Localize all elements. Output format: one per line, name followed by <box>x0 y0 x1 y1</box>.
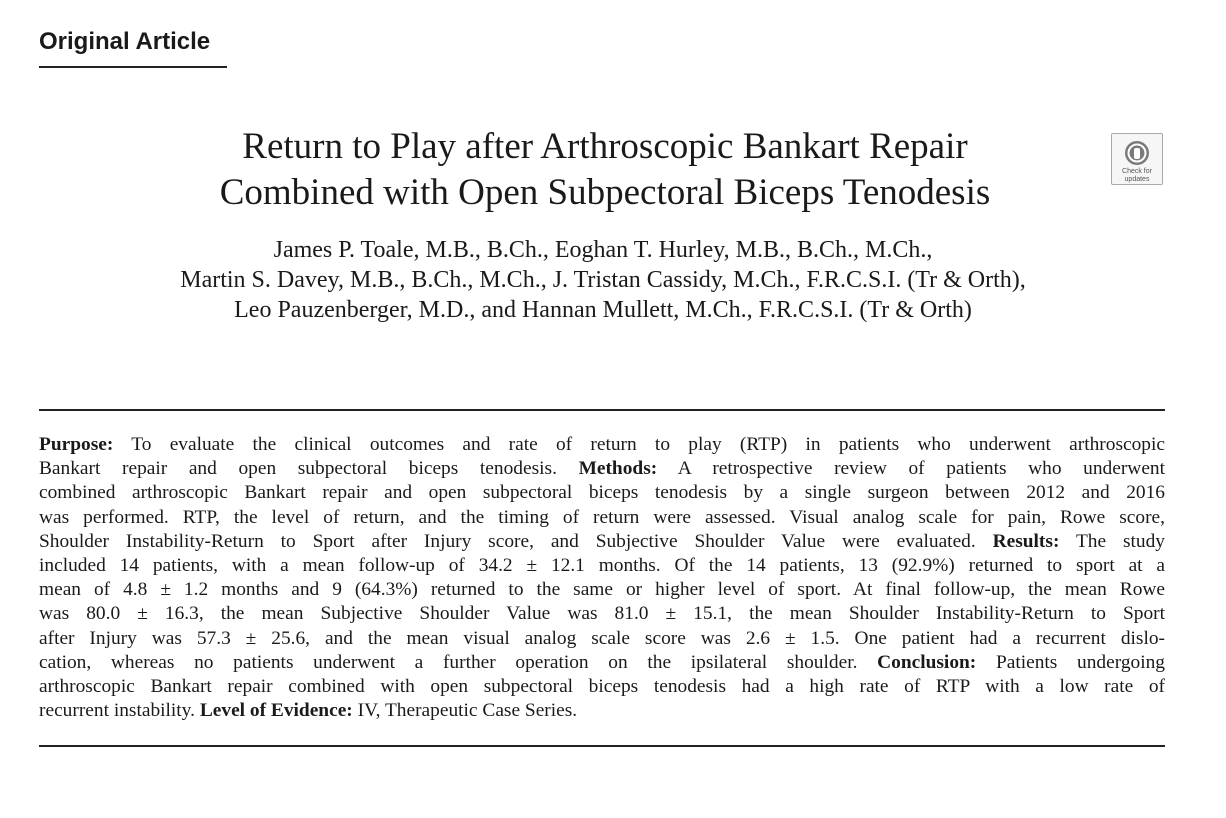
evidence-text: IV, Therapeutic Case Series. <box>357 700 578 722</box>
results-label: Results: <box>992 530 1060 552</box>
abstract-line: mean of 4.8 ± 1.2 months and 9 (64.3%) returned to the same or higher level of sport. At final follow-up, the mean Rowe <box>39 579 1165 601</box>
methods-text: A retrospective review of patients who underwent <box>677 458 1166 480</box>
author-line: Martin S. Davey, M.B., B.Ch., M.Ch., J. Tristan Cassidy, M.Ch., F.R.C.S.I. (Tr & Orth), <box>180 267 1026 293</box>
results-text: cation, whereas no patients underwent a further operation on the ipsilateral shoulder. <box>39 651 858 673</box>
abstract-line <box>39 457 1165 481</box>
abstract-line: included 14 patients, with a mean follow-up of 34.2 ± 12.1 months. Of the 14 patients, 13 (92.9%) returned to sport at a <box>39 555 1165 577</box>
abstract-bottom-rule <box>39 745 1165 747</box>
abstract-line: arthroscopic Bankart repair combined with open subpectoral biceps tenodesis had a high rate of RTP with a low rate of <box>39 676 1165 698</box>
purpose-label: Purpose: <box>39 434 114 455</box>
badge-label: Check for <box>1122 168 1152 175</box>
check-for-updates-button[interactable] <box>1111 133 1163 185</box>
abstract-line: was 80.0 ± 16.3, the mean Subjective Shoulder Value was 81.0 ± 15.1, the mean Shoulder Instability-Return to Sport <box>39 603 1165 625</box>
abstract-top-rule <box>39 409 1165 411</box>
abstract-line <box>39 651 1165 675</box>
abstract-line: combined arthroscopic Bankart repair and open subpectoral biceps tenodesis by a single surgeon between 2012 and 2016 <box>39 482 1165 504</box>
author-list <box>40 235 1166 325</box>
author-line: James P. Toale, M.B., B.Ch., Eoghan T. Hurley, M.B., B.Ch., M.Ch., <box>273 237 933 263</box>
abstract-line: after Injury was 57.3 ± 25.6, and the mean visual analog scale score was 2.6 ± 1.5. One patient had a recurrent dislo- <box>39 627 1165 649</box>
conclusion-label: Conclusion: <box>877 651 977 673</box>
abstract-line <box>39 530 1165 554</box>
purpose-text: Bankart repair and open subpectoral biceps tenodesis. <box>39 458 557 480</box>
abstract <box>39 433 1165 723</box>
abstract-line <box>39 699 1165 723</box>
check-for-updates-icon <box>1123 139 1151 167</box>
abstract-line <box>39 433 1165 457</box>
conclusion-text: Patients undergoing <box>995 651 1165 673</box>
abstract-line: was performed. RTP, the level of return, and the timing of return were assessed. Visual analog scale for pain, Rowe score, <box>39 506 1165 528</box>
evidence-label: Level of Evidence: <box>199 700 353 722</box>
methods-text: Shoulder Instability-Return to Sport after Injury score, and Subjective Shoulder Value were evaluated. <box>39 530 976 552</box>
purpose-text: To evaluate the clinical outcomes and rate of return to play (RTP) in patients who underwent arthroscopic <box>131 434 1165 455</box>
conclusion-text: recurrent instability. <box>39 700 195 722</box>
article-title <box>60 124 1150 216</box>
methods-label: Methods: <box>578 458 658 480</box>
title-line: Combined with Open Subpectoral Biceps Tenodesis <box>219 172 991 213</box>
badge-label: updates <box>1124 176 1150 183</box>
title-line: Return to Play after Arthroscopic Bankart Repair <box>242 126 968 167</box>
article-type-label: Original Article <box>39 28 227 68</box>
results-text: The study <box>1075 530 1166 552</box>
author-line: Leo Pauzenberger, M.D., and Hannan Mullett, M.Ch., F.R.C.S.I. (Tr & Orth) <box>234 297 972 323</box>
